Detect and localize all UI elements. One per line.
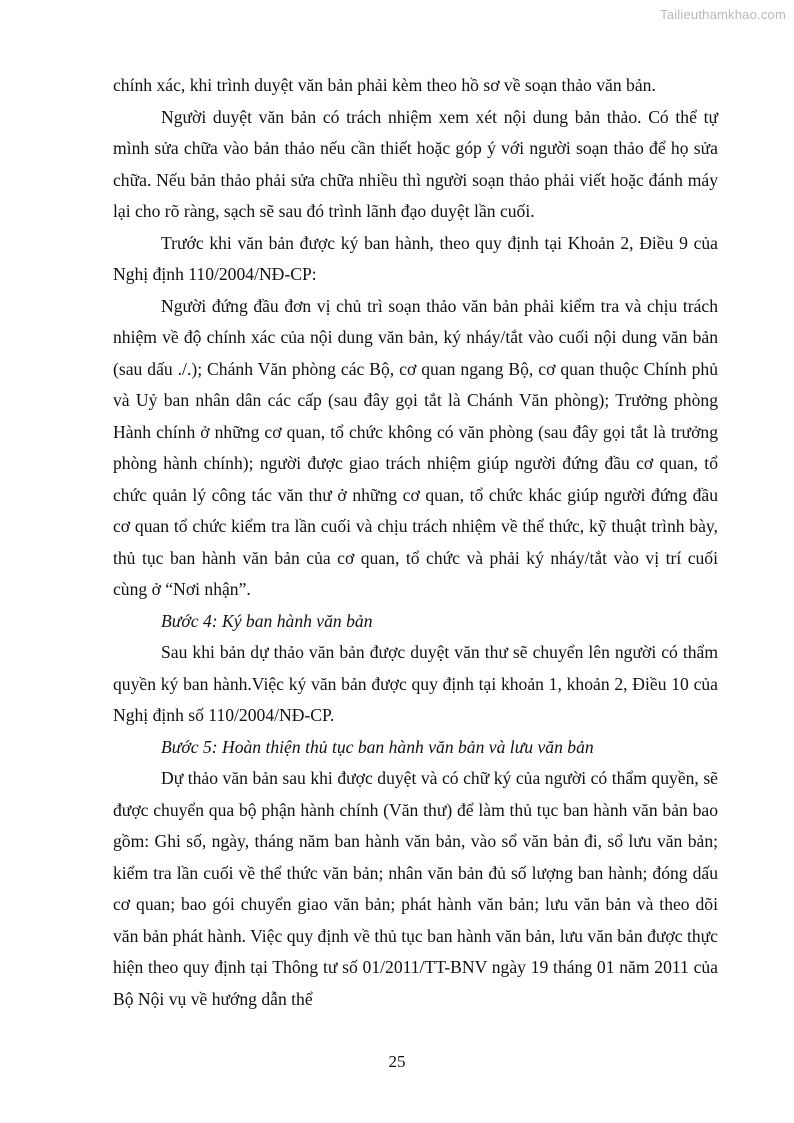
paragraph-continuation: chính xác, khi trình duyệt văn bản phải kèm theo hồ sơ về soạn thảo văn bản. xyxy=(113,75,656,95)
paragraph-reviewer-duty: Người duyệt văn bản có trách nhiệm xem xét nội dung bản thảo. Có thể tự mình sửa chữa vào bản thảo nếu cần thiết hoặc góp ý với người soạn thảo để họ sửa chữa. Nếu bản thảo phải sửa chữa nhiều thì người soạn thảo phải viết hoặc đánh máy lại cho rõ ràng, sạch sẽ sau đó trình lãnh đạo duyệt lần cuối. xyxy=(113,106,718,221)
step-4-heading: Bước 4: Ký ban hành văn bản xyxy=(161,610,373,631)
paragraph-issuance-procedure: Dự thảo văn bản sau khi được duyệt và có chữ ký của người có thẩm quyền, sẽ được chuyển qua bộ phận hành chính (Văn thư) để làm thủ tục ban hành văn bản bao gồm: Ghi số, ngày, tháng năm ban hành văn bản, vào sổ văn bản đi, sổ lưu văn bản; kiểm tra lần cuối về thể thức văn bản; nhân văn bản đủ số lượng ban hành; đóng dấu cơ quan; bao gói chuyển giao văn bản; phát hành văn bản; lưu văn bản và theo dõi văn bản phát hành. Việc quy định về thủ tục ban hành văn bản, lưu văn bản được thực hiện theo quy định tại Thông tư số 01/2011/TT-BNV ngày 19 tháng 01 năm 2011 của Bộ Nội vụ về hướng dẫn thể xyxy=(113,768,718,1009)
watermark-text: Tailieuthamkhao.com xyxy=(660,7,786,22)
paragraph-unit-head-duty: Người đứng đầu đơn vị chủ trì soạn thảo văn bản phải kiểm tra và chịu trách nhiệm về độ chính xác của nội dung văn bản, ký nháy/tắt vào cuối nội dung văn bản (sau dấu ./.); Chánh Văn phòng các Bộ, cơ quan ngang Bộ, cơ quan thuộc Chính phủ và Uỷ ban nhân dân các cấp (sau đây gọi tắt là Chánh Văn phòng); Trưởng phòng Hành chính ở những cơ quan, tổ chức không có văn phòng (sau đây gọi tắt là trưởng phòng hành chính); người được giao trách nhiệm giúp người đứng đầu cơ quan, tổ chức quản lý công tác văn thư ở những cơ quan, tổ chức khác giúp người đứng đầu cơ quan tổ chức kiểm tra lần cuối và chịu trách nhiệm về thể thức, kỹ thuật trình bày, thủ tục ban hành văn bản của cơ quan, tổ chức và phải ký nháy/tắt vào vị trí cuối cùng ở “Nơi nhận”. xyxy=(113,295,718,599)
page-number: 25 xyxy=(388,1052,406,1071)
paragraph-signing: Sau khi bản dự thảo văn bản được duyệt văn thư sẽ chuyển lên người có thẩm quyền ký ban hành.Việc ký văn bản được quy định tại khoản 1, khoản 2, Điều 10 của Nghị định số 110/2004/NĐ-CP. xyxy=(113,642,718,725)
step-5-heading: Bước 5: Hoàn thiện thủ tục ban hành văn bản và lưu văn bản xyxy=(161,736,594,757)
document-body xyxy=(113,70,718,1015)
paragraph-before-signing: Trước khi văn bản được ký ban hành, theo quy định tại Khoản 2, Điều 9 của Nghị định 110/2004/NĐ-CP: xyxy=(113,232,718,284)
